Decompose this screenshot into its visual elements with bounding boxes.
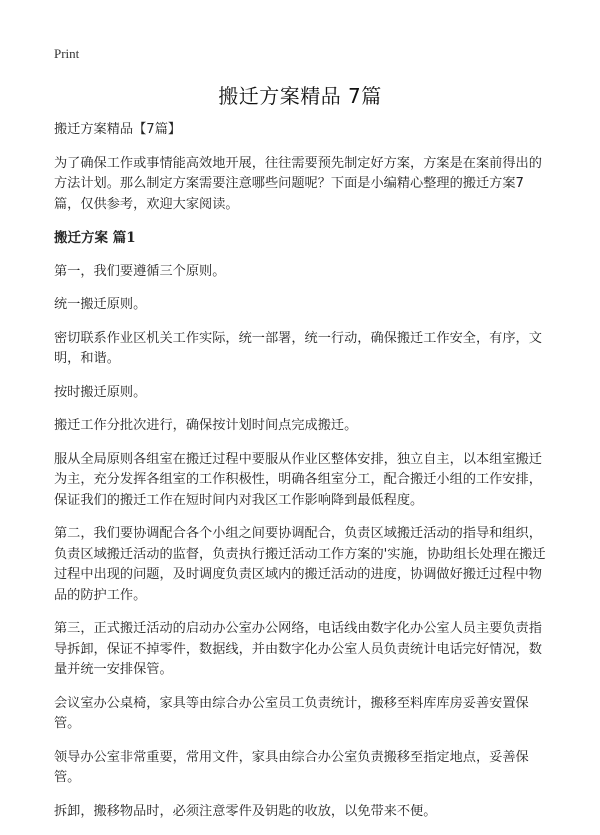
print-label: Print [54, 46, 80, 61]
paragraph: 按时搬迁原则。 [54, 384, 147, 400]
paragraph: 密切联系作业区机关工作实际，统一部署，统一行动，确保搬迁工作安全，有序，文明，和谐。 [54, 330, 542, 366]
intro-paragraph: 为了确保工作或事情能高效地开展，往往需要预先制定好方案，方案是在案前得出的方法计划。那么制定方案需要注意哪些问题呢？下面是小编精心整理的搬迁方案7篇，仅供参考，欢迎大家阅读。 [54, 155, 542, 212]
paragraph: 第二，我们要协调配合各个小组之间要协调配合，负责区域搬迁活动的指导和组织，负责区域搬迁活动的监督，负责执行搬迁活动工作方案的'实施，协助组长处理在搬迁过程中出现的问题，及时调度负责区域内的搬迁活动的进度，协调做好搬迁过程中物品的防护工作。 [54, 526, 546, 603]
paragraph: 搬迁工作分批次进行，确保按计划时间点完成搬迁。 [54, 418, 358, 433]
document-title: 搬迁方案精品 7篇 [218, 84, 382, 108]
paragraph: 第一，我们要遵循三个原则。 [54, 263, 226, 279]
paragraph: 拆卸，搬移物品时，必须注意零件及钥匙的收放，以免带来不便。 [54, 803, 437, 819]
paragraph: 统一搬迁原则。 [54, 297, 147, 312]
paragraph: 第三，正式搬迁活动的启动办公室办公网络，电话线由数字化办公室人员主要负责指导拆卸，保证不掉零件，数据线，并由数字化办公室人员负责统计电话完好情况，数量并统一安排保管。 [54, 621, 542, 677]
paragraph: 领导办公室非常重要，常用文件，家具由综合办公室负责搬移至指定地点，妥善保管。 [54, 749, 529, 785]
paragraph: 服从全局原则各组室在搬迁过程中要服从作业区整体安排，独立自主，以本组室搬迁为主，充分发挥各组室的工作积极性，明确各组室分工，配合搬迁小组的工作安排，保证我们的搬迁工作在短时间内对我区工作影响降到最低程度。 [54, 451, 542, 508]
section-heading: 搬迁方案 篇1 [54, 230, 136, 246]
document-subtitle: 搬迁方案精品【7篇】 [54, 122, 182, 137]
paragraph: 会议室办公桌椅，家具等由综合办公室员工负责统计，搬移至料库库房妥善安置保管。 [54, 695, 529, 731]
document-body [54, 120, 548, 835]
